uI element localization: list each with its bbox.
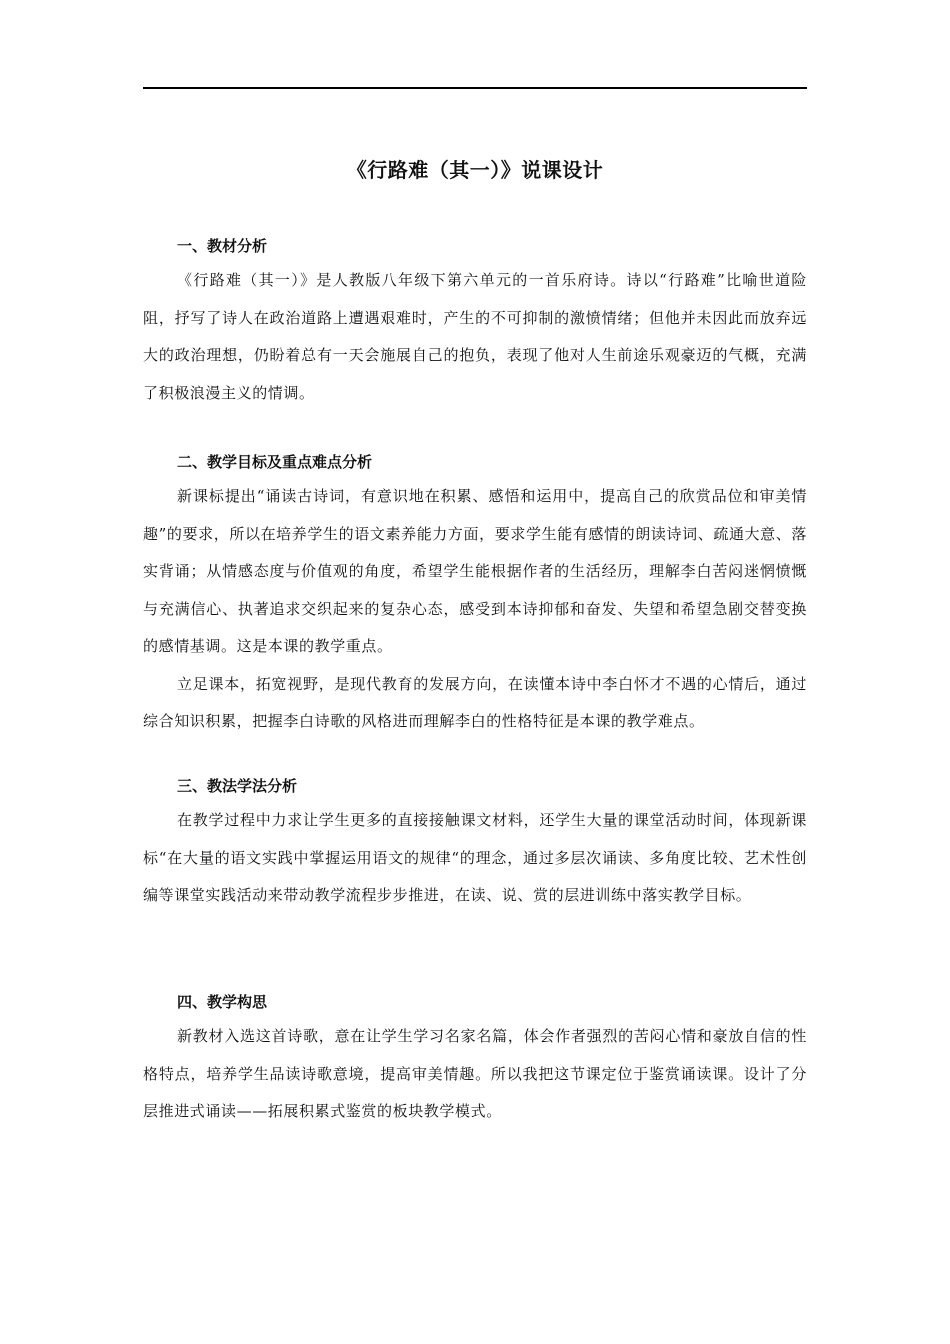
- section-teaching-methods: [143, 776, 807, 915]
- paragraph: 新教材入选这首诗歌，意在让学生学习名家名篇，体会作者强烈的苦闷心情和豪放自信的性格特点，培养学生品读诗歌意境，提高审美情趣。所以我把这节课定位于鉴赏诵读课。设计了分层推进式诵读——拓展积累式鉴赏的板块教学模式。: [143, 1027, 807, 1120]
- paragraph: 立足课本，拓宽视野，是现代教育的发展方向，在读懂本诗中李白怀才不遇的心情后，通过综合知识积累，把握李白诗歌的风格进而理解李白的性格特征是本课的教学难点。: [143, 674, 807, 730]
- paragraph: 《行路难（其一）》是人教版八年级下第六单元的一首乐府诗。诗以“行路难”比喻世道险阻，抒写了诗人在政治道路上遭遇艰难时，产生的不可抑制的激愤情绪；但他并未因此而放弃远大的政治理想，仍盼着总有一天会施展自己的抱负，表现了他对人生前途乐观豪迈的气概，充满了积极浪漫主义的情调。: [143, 271, 807, 402]
- section-teaching-goals: [143, 452, 807, 741]
- section-heading: 一、教材分析: [177, 237, 268, 255]
- paragraph: 在教学过程中力求让学生更多的直接接触课文材料，还学生大量的课堂活动时间，体现新课标“在大量的语文实践中掌握运用语文的规律“的理念，通过多层次诵读、多角度比较、艺术性创编等课堂实践活动来带动教学流程步步推进，在读、说、赏的层进训练中落实教学目标。: [143, 811, 807, 904]
- section-teaching-concept: [143, 992, 807, 1131]
- section-heading: 二、教学目标及重点难点分析: [177, 453, 373, 471]
- section-heading: 四、教学构思: [177, 993, 268, 1011]
- section-textbook-analysis: [143, 236, 807, 412]
- paragraph: 新课标提出“诵读古诗词，有意识地在积累、感悟和运用中，提高自己的欣赏品位和审美情趣”的要求，所以在培养学生的语文素养能力方面，要求学生能有感情的朗读诗词、疏通大意、落实背诵；从情感态度与价值观的角度，希望学生能根据作者的生活经历，理解李白苦闷迷惘愤慨与充满信心、执著追求交织起来的复杂心态，感受到本诗抑郁和奋发、失望和希望急剧交替变换的感情基调。这是本课的教学重点。: [143, 487, 807, 655]
- header-rule: [143, 87, 807, 89]
- section-heading: 三、教法学法分析: [177, 777, 298, 795]
- document-title: 《行路难（其一）》说课设计: [346, 158, 604, 182]
